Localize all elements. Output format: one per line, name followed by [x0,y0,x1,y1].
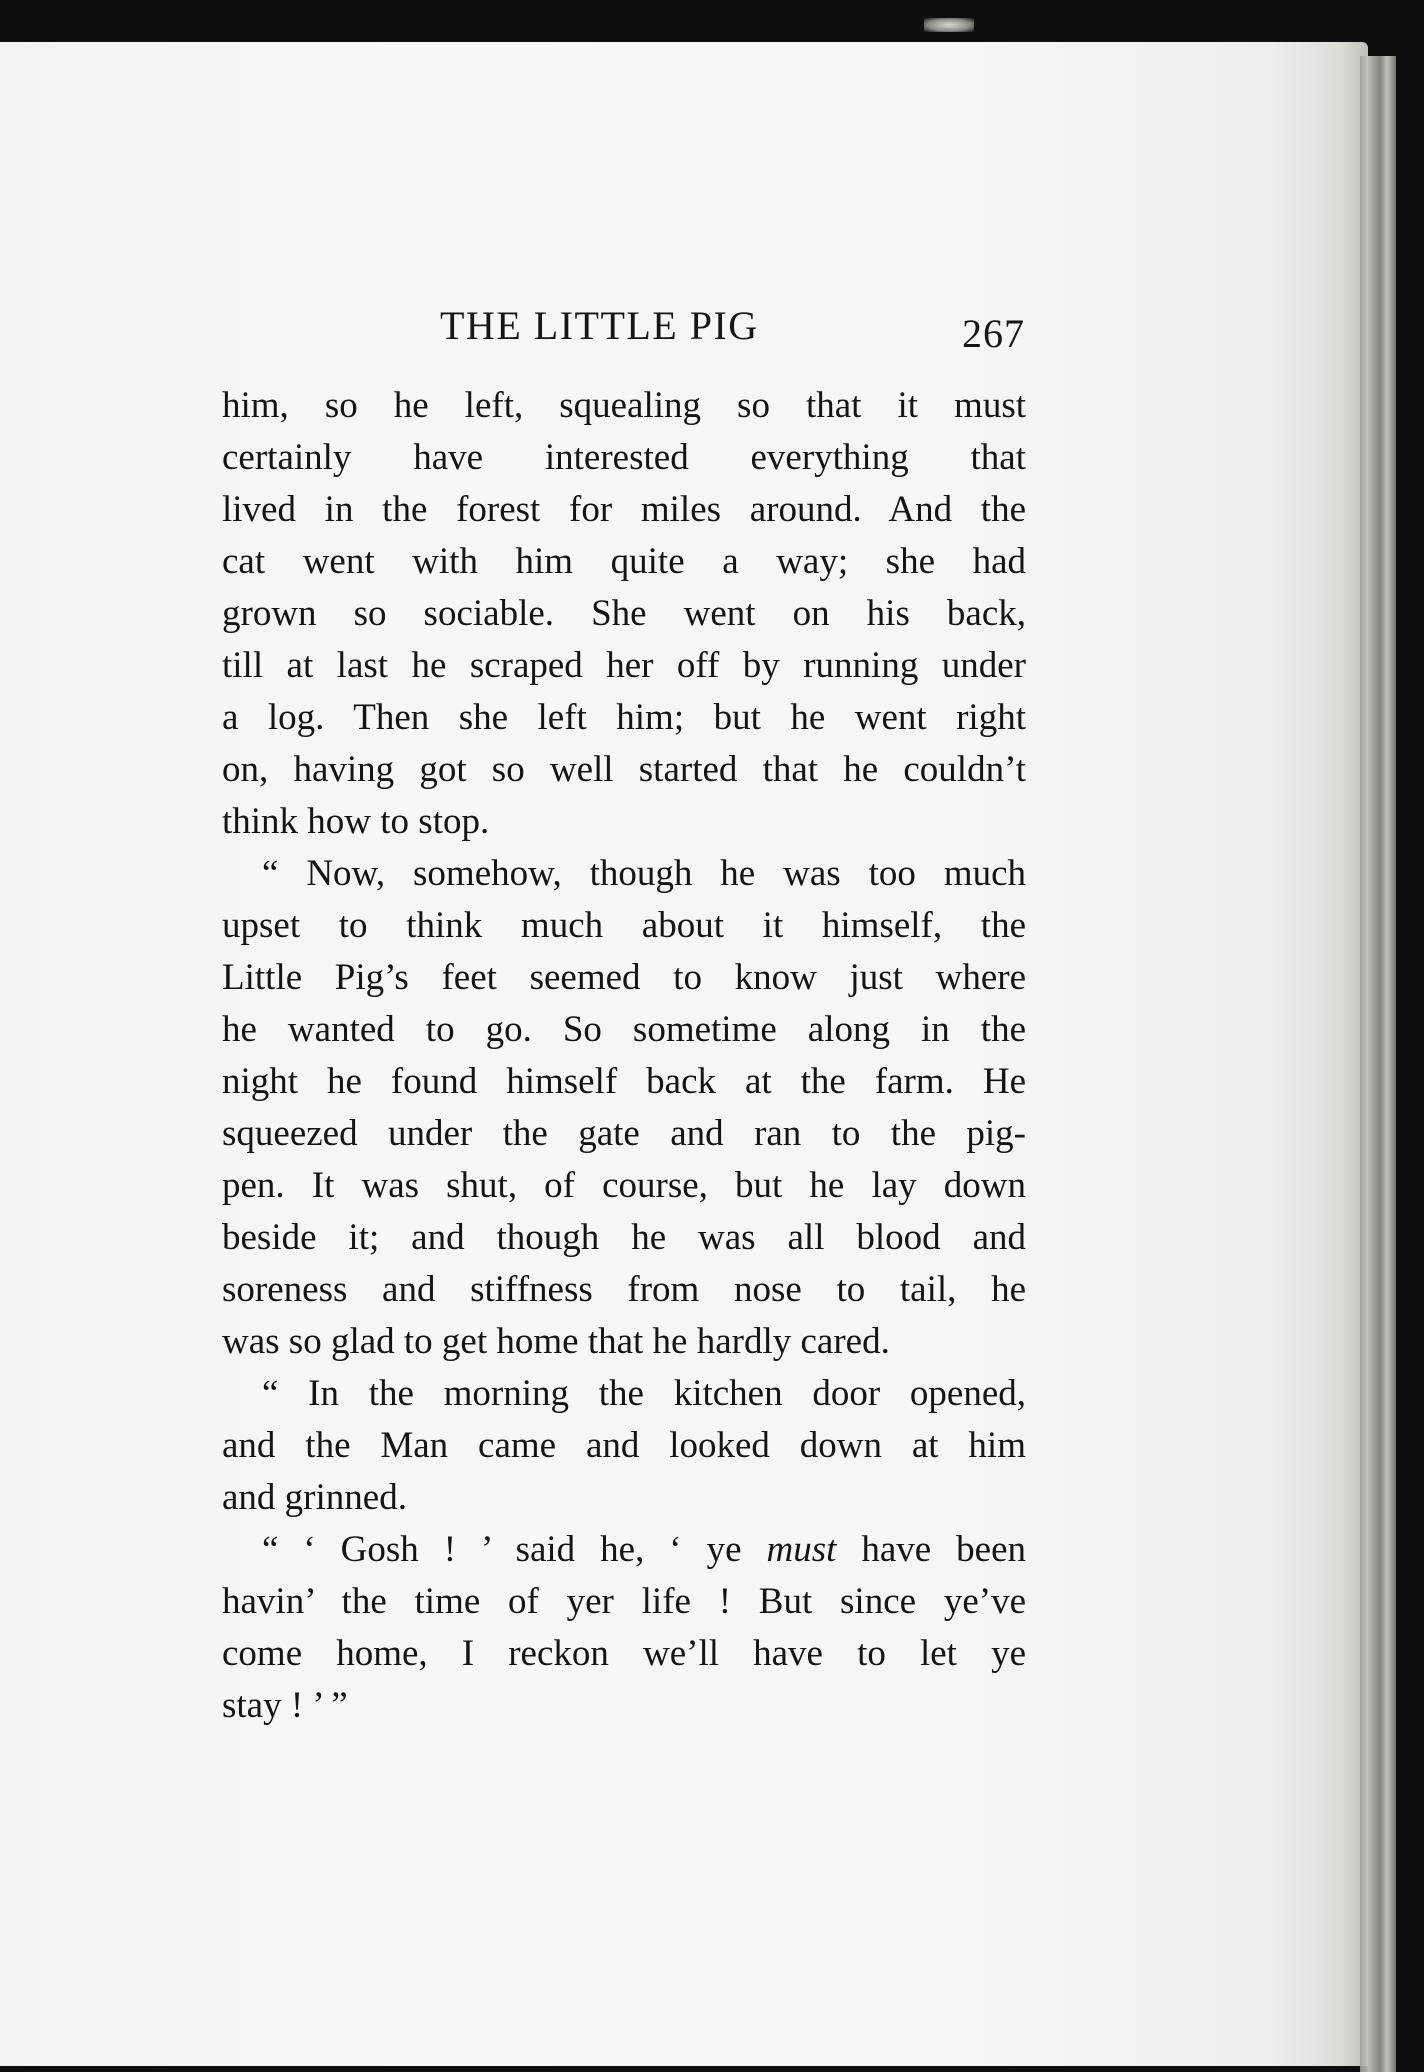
running-head [0,296,1424,356]
text-line: and the Man came and looked down at him [222,1425,1026,1466]
text-line: lived in the forest for miles around. And the [222,489,1026,530]
paragraph-4 [222,1524,1026,1732]
text-line: on, having got so well started that he couldn’t [222,749,1026,790]
paragraph-2 [222,848,1026,1368]
text-line: think how to stop. [222,801,490,842]
text-line: beside it; and though he was all blood and [222,1217,1026,1258]
text-line: “ Now, somehow, though he was too much [262,853,1026,894]
emphasis: must [766,1529,837,1570]
text-fragment: “ ‘ Gosh ! ’ said he, ‘ ye [262,1529,767,1570]
text-fragment: have been [836,1529,1026,1570]
body-text [222,380,1026,1732]
text-line: night he found himself back at the farm. He [222,1061,1026,1102]
text-line: and grinned. [222,1477,407,1518]
text-line: him, so he left, squealing so that it must [222,385,1026,426]
page-number: 267 [962,311,1025,356]
text-line: a log. Then she left him; but he went right [222,697,1026,738]
paragraph-1 [222,380,1026,848]
text-line [222,1524,1026,1576]
text-line: soreness and stiffness from nose to tail, he [222,1269,1026,1310]
scan-smudge [924,18,974,32]
text-line: he wanted to go. So sometime along in the [222,1009,1026,1050]
text-line: cat went with him quite a way; she had [222,541,1026,582]
text-line: pen. It was shut, of course, but he lay down [222,1165,1026,1206]
text-line: Little Pig’s feet seemed to know just where [222,957,1026,998]
text-line: havin’ the time of yer life ! But since ye’ve [222,1581,1026,1622]
text-line: upset to think much about it himself, the [222,905,1026,946]
text-line: was so glad to get home that he hardly cared. [222,1321,890,1362]
text-line: grown so sociable. She went on his back, [222,593,1026,634]
page-edge [1360,56,1396,2072]
text-line: till at last he scraped her off by running under [222,645,1026,686]
text-line: “ In the morning the kitchen door opened, [262,1373,1026,1414]
text-line: squeezed under the gate and ran to the pig- [222,1113,1026,1154]
paragraph-3 [222,1368,1026,1524]
text-line: stay ! ’ ” [222,1685,348,1726]
text-line: certainly have interested everything that [222,437,1026,478]
text-line: come home, I reckon we’ll have to let ye [222,1633,1026,1674]
running-title: THE LITTLE PIG [440,303,759,348]
